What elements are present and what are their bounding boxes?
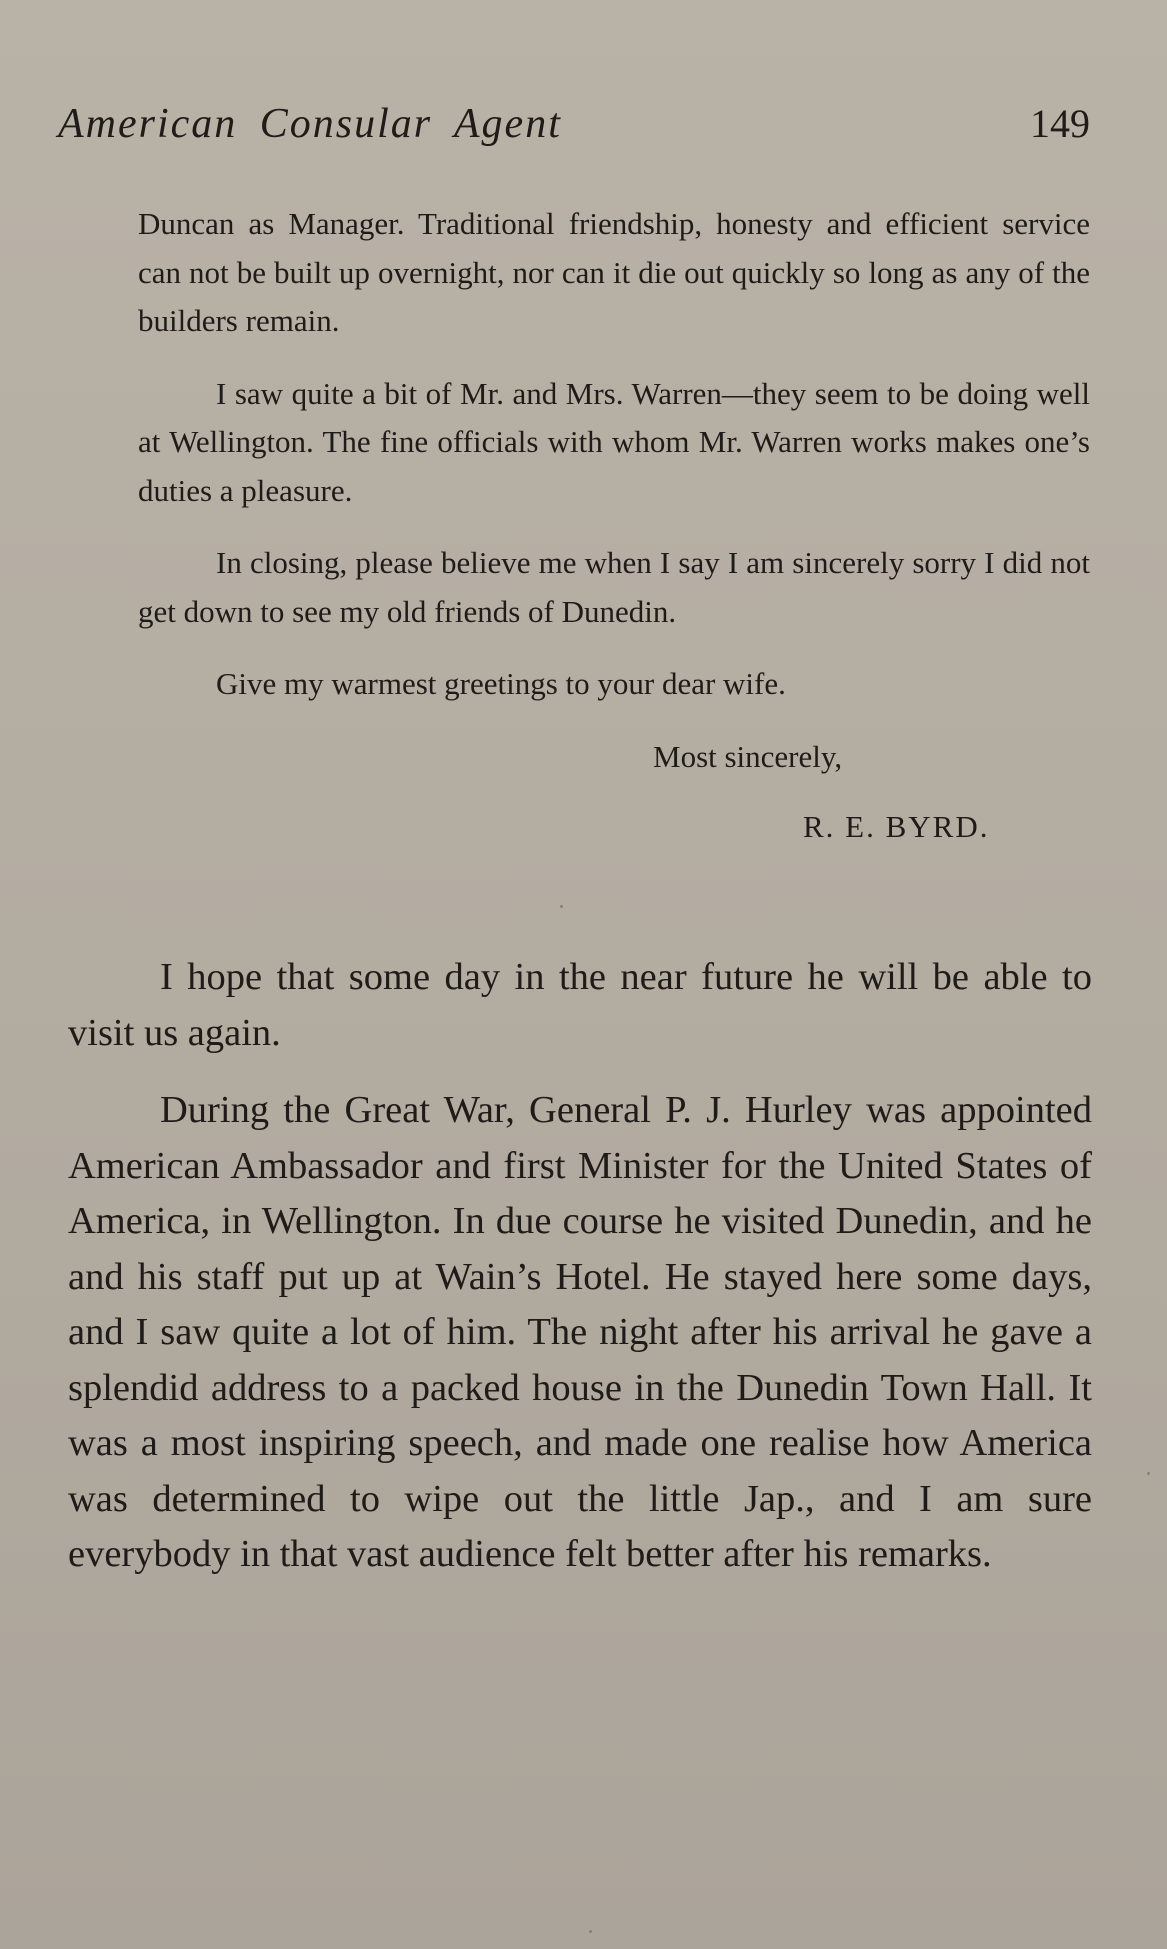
running-head xyxy=(58,100,1090,160)
letter-paragraph: Give my warmest greetings to your dear wife. xyxy=(216,666,786,701)
running-title: American Consular Agent xyxy=(58,101,562,147)
letter-signature: R. E. BYRD. xyxy=(803,809,990,844)
body-text xyxy=(68,950,1092,1605)
letter-paragraph: In closing, please believe me when I say I am sincerely sorry I did not get down to see my old friends of Dunedin. xyxy=(138,545,1090,629)
paper-speck xyxy=(589,1930,592,1933)
page-number: 149 xyxy=(1030,101,1090,146)
letter-signoff: Most sincerely, xyxy=(653,738,843,774)
letter-paragraph: I saw quite a bit of Mr. and Mrs. Warren—they seem to be doing well at Wellington. The fine officials with whom Mr. Warren works makes one’s duties a pleasure. xyxy=(138,375,1090,508)
body-paragraph: During the Great War, General P. J. Hurley was appointed American Ambassador and first Minister for the United States of America, in Wellington. In due course he visited Dunedin, and he and his staff put up at Wain’s Hotel. He stayed here some days, and I saw quite a lot of him. The night after his arrival he gave a splendid address to a packed house in the Dunedin Town Hall. It was a most inspiring speech, and made one realise how America was determined to wipe out the little Jap., and I am sure everybody in that vast audience felt better after his remarks. xyxy=(68,1089,1092,1575)
quoted-letter xyxy=(138,200,1090,852)
letter-paragraph: Duncan as Manager. Traditional friendship, honesty and efficient service can not be built up overnight, nor can it die out quickly so long as any of the builders remain. xyxy=(138,206,1090,338)
body-paragraph: I hope that some day in the near future he will be able to visit us again. xyxy=(68,956,1092,1054)
paper-speck xyxy=(560,905,563,908)
paper-speck xyxy=(1147,1472,1150,1475)
